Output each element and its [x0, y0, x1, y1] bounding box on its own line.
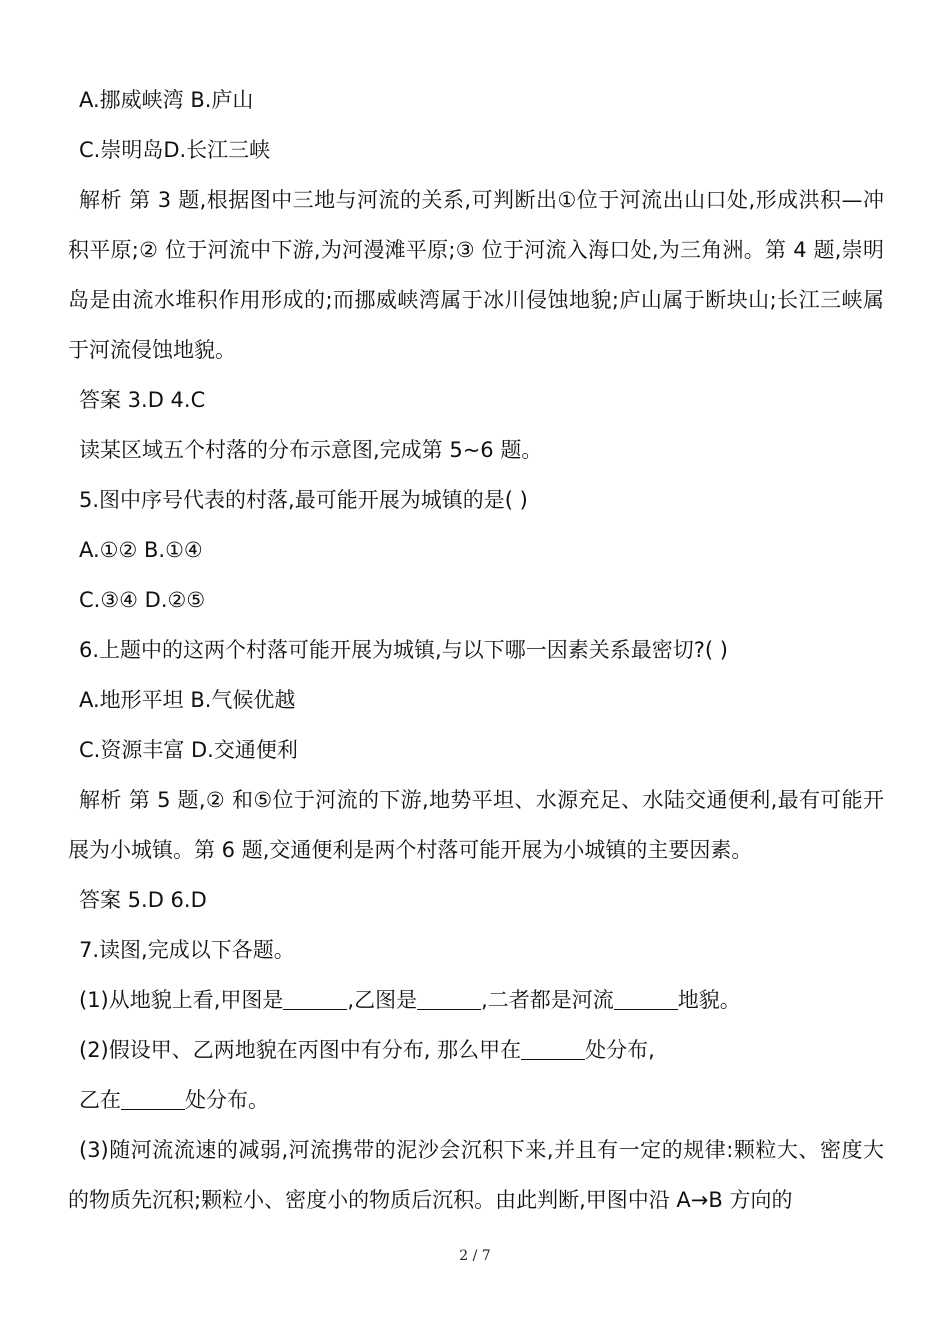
q7-part1-text-c: ,二者都是河流: [481, 988, 614, 1012]
q7-stem: 7.读图,完成以下各题。: [79, 938, 295, 962]
answer-blank: [417, 987, 481, 1010]
page-number: 2 / 7: [459, 1248, 491, 1264]
document-body: [68, 75, 884, 1225]
q6-options-cd: C.资源丰富 D.交通便利: [79, 738, 298, 762]
q7-part1-text-a: (1)从地貌上看,甲图是: [79, 988, 284, 1012]
q7-part2: [68, 1025, 884, 1075]
q7-part2-text-a: (2)假设甲、乙两地貌在丙图中有分布, 那么甲在: [79, 1038, 522, 1062]
q5-6-intro: 读某区域五个村落的分布示意图,完成第 5~6 题。: [79, 438, 543, 462]
q7-part2-cont: [68, 1075, 884, 1125]
answer-blank: [614, 987, 678, 1010]
q5-stem: 5.图中序号代表的村落,最可能开展为城镇的是( ): [79, 488, 528, 512]
q7-part2-text-b: 处分布,: [585, 1038, 655, 1062]
q3-4-analysis: 解析 第 3 题,根据图中三地与河流的关系,可判断出①位于河流出山口处,形成洪积—冲积平原;② 位于河流中下游,为河漫滩平原;③ 位于河流入海口处,为三角洲。第 4 题,崇明岛是由流水堆积作用形成的;而挪威峡湾属于冰川侵蚀地貌;庐山属于断块山;长江三峡属于河流侵蚀地貌。: [68, 188, 884, 362]
q5-6-answer: 答案 5.D 6.D: [79, 888, 207, 912]
q4-options-cd: C.崇明岛D.长江三峡: [79, 138, 271, 162]
q6-options-ab: A.地形平坦 B.气候优越: [79, 688, 296, 712]
q5-options-ab: A.①② B.①④: [79, 538, 203, 562]
q6-stem: 6.上题中的这两个村落可能开展为城镇,与以下哪一因素关系最密切?( ): [79, 638, 728, 662]
q4-options-ab: A.挪威峡湾 B.庐山: [79, 88, 254, 112]
q5-6-analysis: 解析 第 5 题,② 和⑤位于河流的下游,地势平坦、水源充足、水陆交通便利,最有可能开展为小城镇。第 6 题,交通便利是两个村落可能开展为小城镇的主要因素。: [68, 788, 884, 862]
q7-part1-text-d: 地貌。: [677, 988, 741, 1012]
q7-part2-text-d: 处分布。: [185, 1088, 269, 1112]
answer-blank: [121, 1087, 185, 1110]
q3-4-answer: 答案 3.D 4.C: [79, 388, 206, 412]
answer-blank: [283, 987, 347, 1010]
q7-part3: (3)随河流流速的减弱,河流携带的泥沙会沉积下来,并且有一定的规律:颗粒大、密度大的物质先沉积;颗粒小、密度小的物质后沉积。由此判断,甲图中沿 A→B 方向的: [68, 1138, 884, 1212]
q7-part1: [68, 975, 884, 1025]
q5-options-cd: C.③④ D.②⑤: [79, 588, 206, 612]
q7-part1-text-b: ,乙图是: [347, 988, 418, 1012]
answer-blank: [521, 1037, 585, 1060]
q7-part2-text-c: 乙在: [79, 1088, 121, 1112]
